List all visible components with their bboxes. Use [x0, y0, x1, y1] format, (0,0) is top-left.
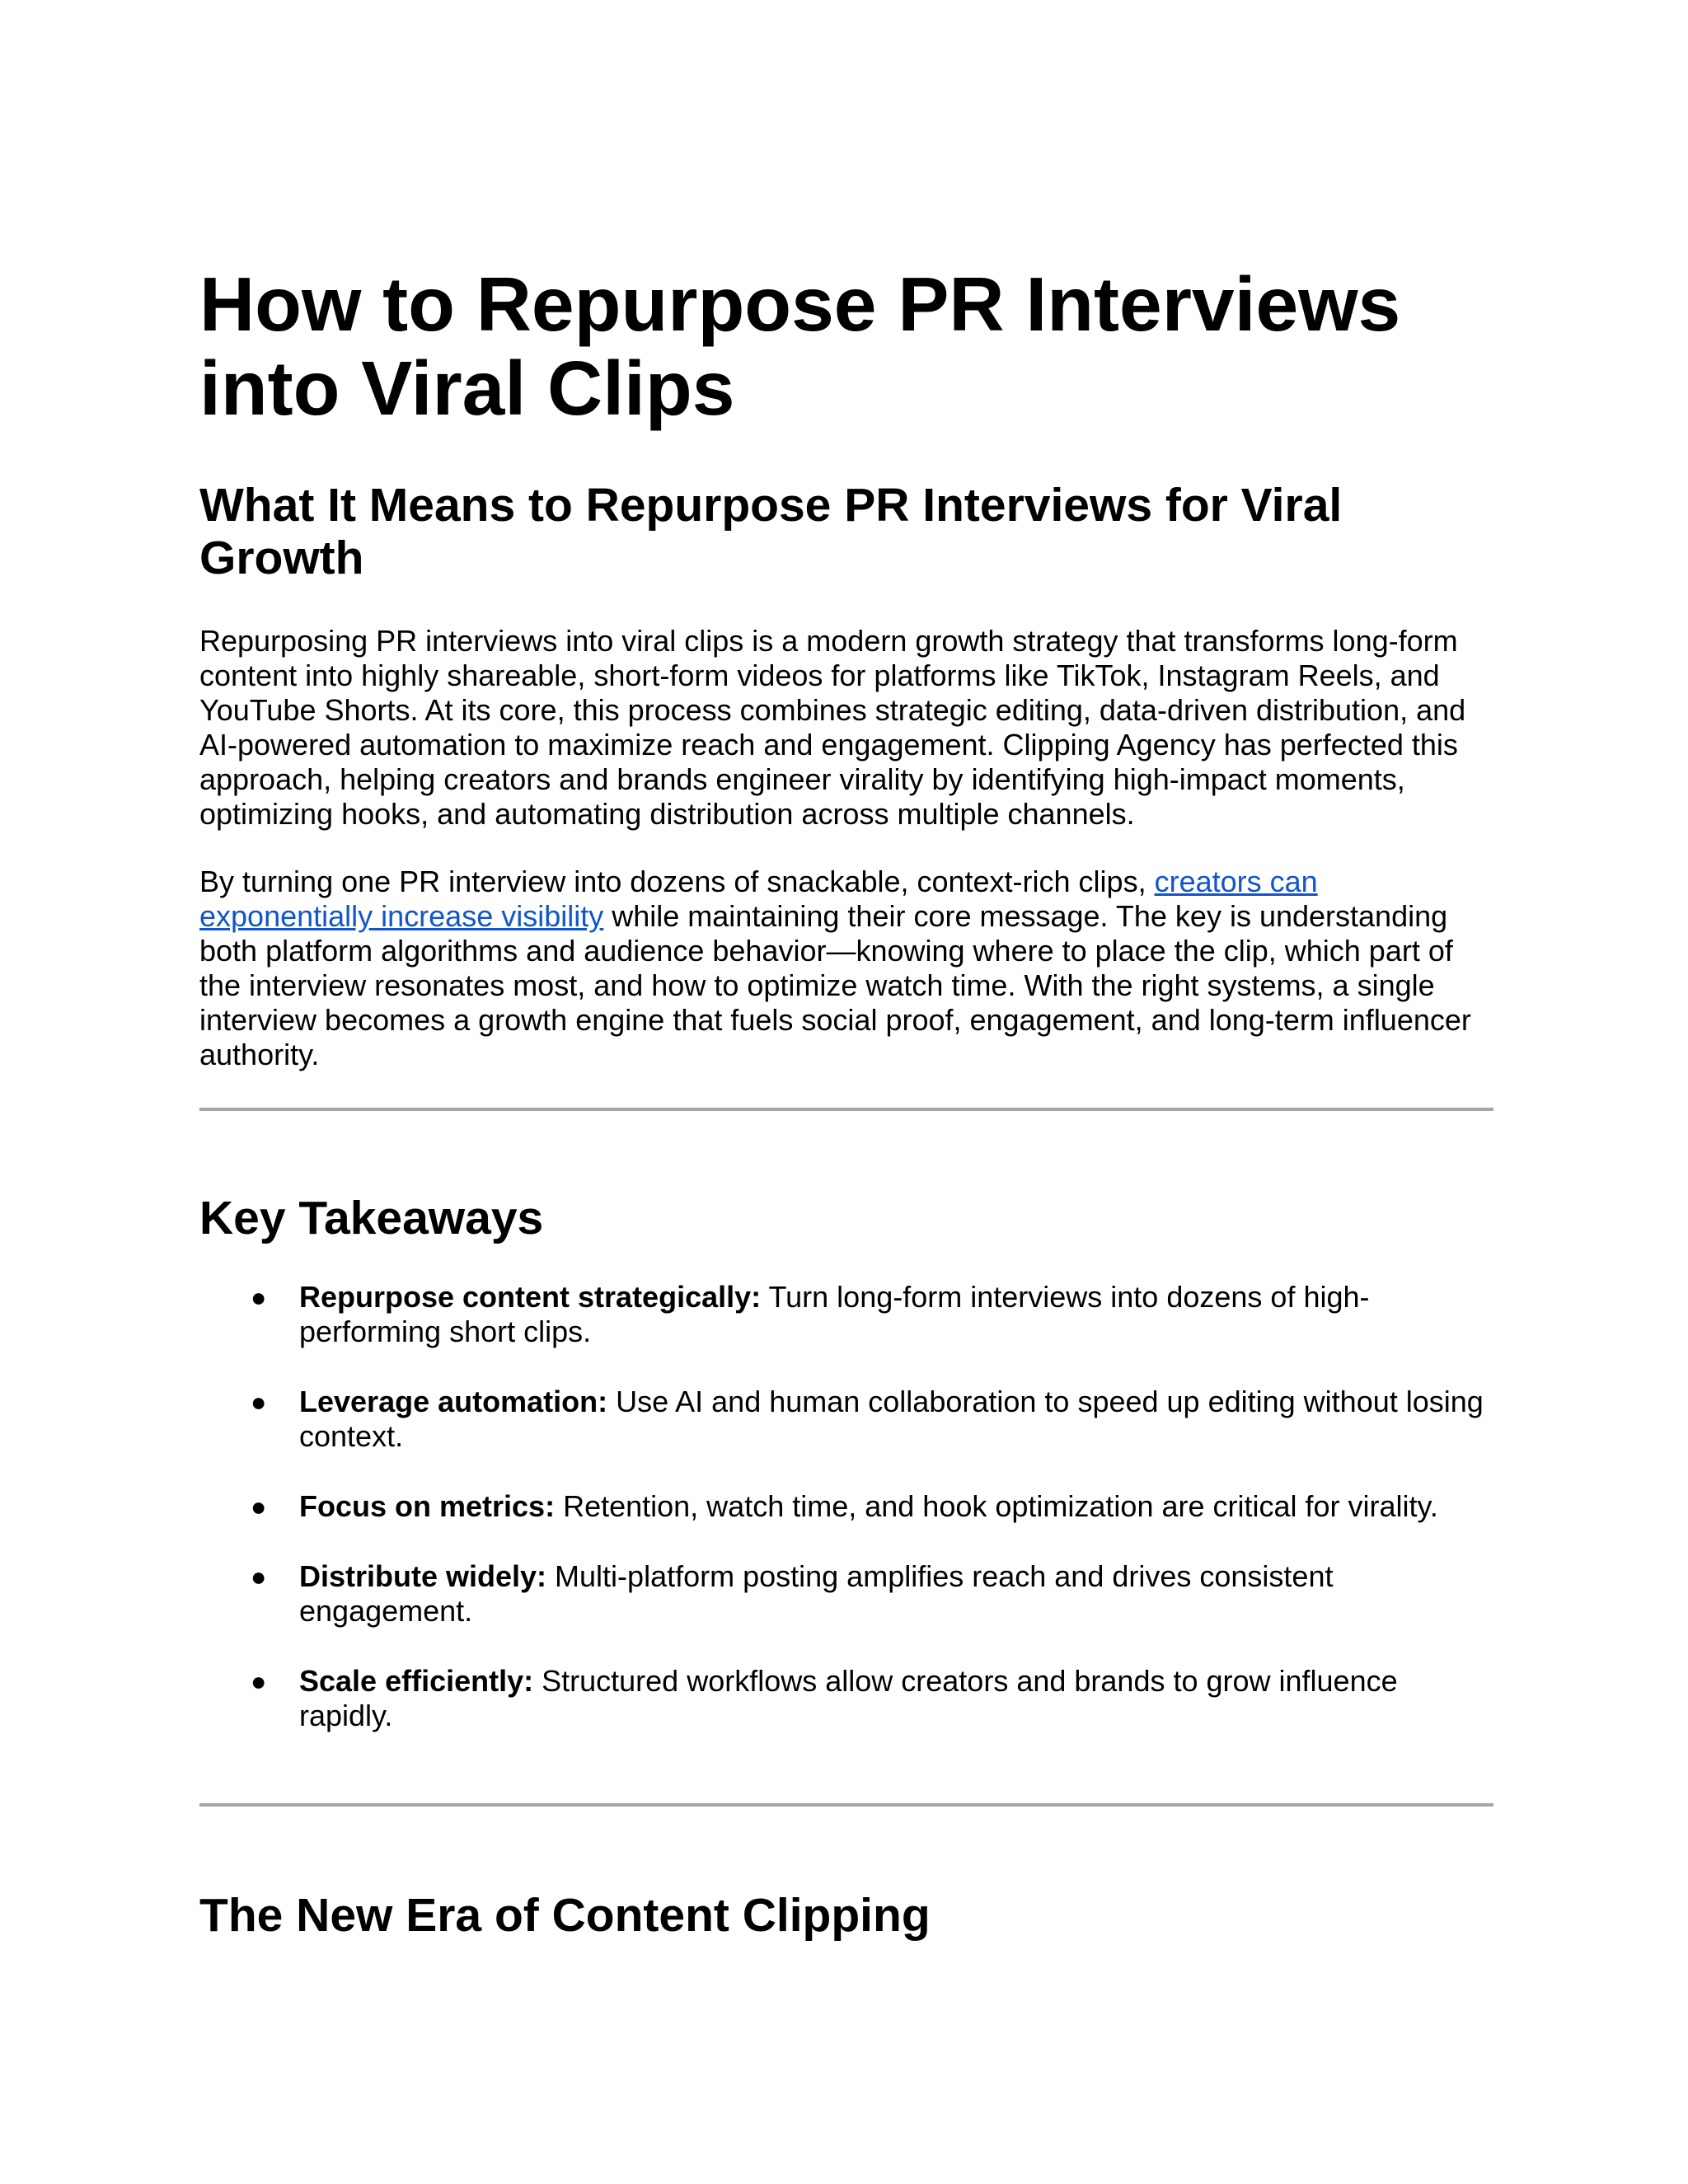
list-item: [199, 1489, 1493, 1524]
list-item: [199, 1280, 1493, 1349]
takeaway-text: Multi-platform posting amplifies reach and drives consistent engagement.: [299, 1559, 1334, 1628]
section-divider: [199, 1803, 1493, 1807]
document-title: How to Repurpose PR Interviews into Viral Clips: [199, 261, 1401, 431]
bullet-icon: ●: [251, 1492, 267, 1521]
takeaway-text: Retention, watch time, and hook optimization are critical for virality.: [555, 1489, 1438, 1523]
intro-paragraph: Repurposing PR interviews into viral clips is a modern growth strategy that transforms long-form content into highly shareable, short-form videos for platforms like TikTok, Instagram Reels, and YouTube Shorts. At its core, this process combines strategic editing, data-driven distribution, and AI-powered automation to maximize reach and engagement. Clipping Agency has perfected this approach, helping creators and brands engineer virality by identifying high-impact moments, optimizing hooks, and automating distribution across multiple channels.: [199, 624, 1466, 831]
list-item: [199, 1664, 1493, 1733]
takeaway-lead: Distribute widely:: [299, 1559, 547, 1593]
takeaway-text: Turn long-form interviews into dozens of high-performing short clips.: [299, 1280, 1370, 1348]
list-item: [199, 1559, 1493, 1629]
visibility-paragraph-end: while maintaining their core message. The key is understanding both platform algorithms and audience behavior—knowing where to place the clip, which part of the interview resonates most, and how to optimize watch time. With the right systems, a single interview becomes a growth engine that fuels social proof, engagement, and long-term influencer authority.: [199, 899, 1471, 1071]
bullet-icon: ●: [251, 1387, 267, 1417]
bullet-icon: ●: [251, 1282, 267, 1312]
takeaway-lead: Repurpose content strategically:: [299, 1280, 762, 1314]
takeaway-text: Structured workflows allow creators and brands to grow influence rapidly.: [299, 1664, 1398, 1732]
takeaway-lead: Scale efficiently:: [299, 1664, 534, 1698]
visibility-paragraph-start: By turning one PR interview into dozens of snackable, context-rich clips,: [199, 865, 1155, 898]
visibility-paragraph: [199, 865, 1493, 1072]
takeaway-lead: Focus on metrics:: [299, 1489, 556, 1523]
takeaway-lead: Leverage automation:: [299, 1385, 608, 1418]
content-clipping-heading: The New Era of Content Clipping: [199, 1889, 931, 1942]
bullet-icon: ●: [251, 1562, 267, 1591]
creators-visibility-link[interactable]: creators can exponentially increase visibility: [199, 865, 1318, 933]
key-takeaways-heading: Key Takeaways: [199, 1192, 544, 1244]
list-item: [199, 1385, 1493, 1454]
key-takeaways-list: [199, 1280, 1493, 1769]
bullet-icon: ●: [251, 1666, 267, 1696]
section-divider: [199, 1108, 1493, 1111]
takeaway-text: Use AI and human collaboration to speed up editing without losing context.: [299, 1385, 1484, 1453]
section-heading-repurpose-meaning: What It Means to Repurpose PR Interviews for Viral Growth: [199, 479, 1343, 584]
